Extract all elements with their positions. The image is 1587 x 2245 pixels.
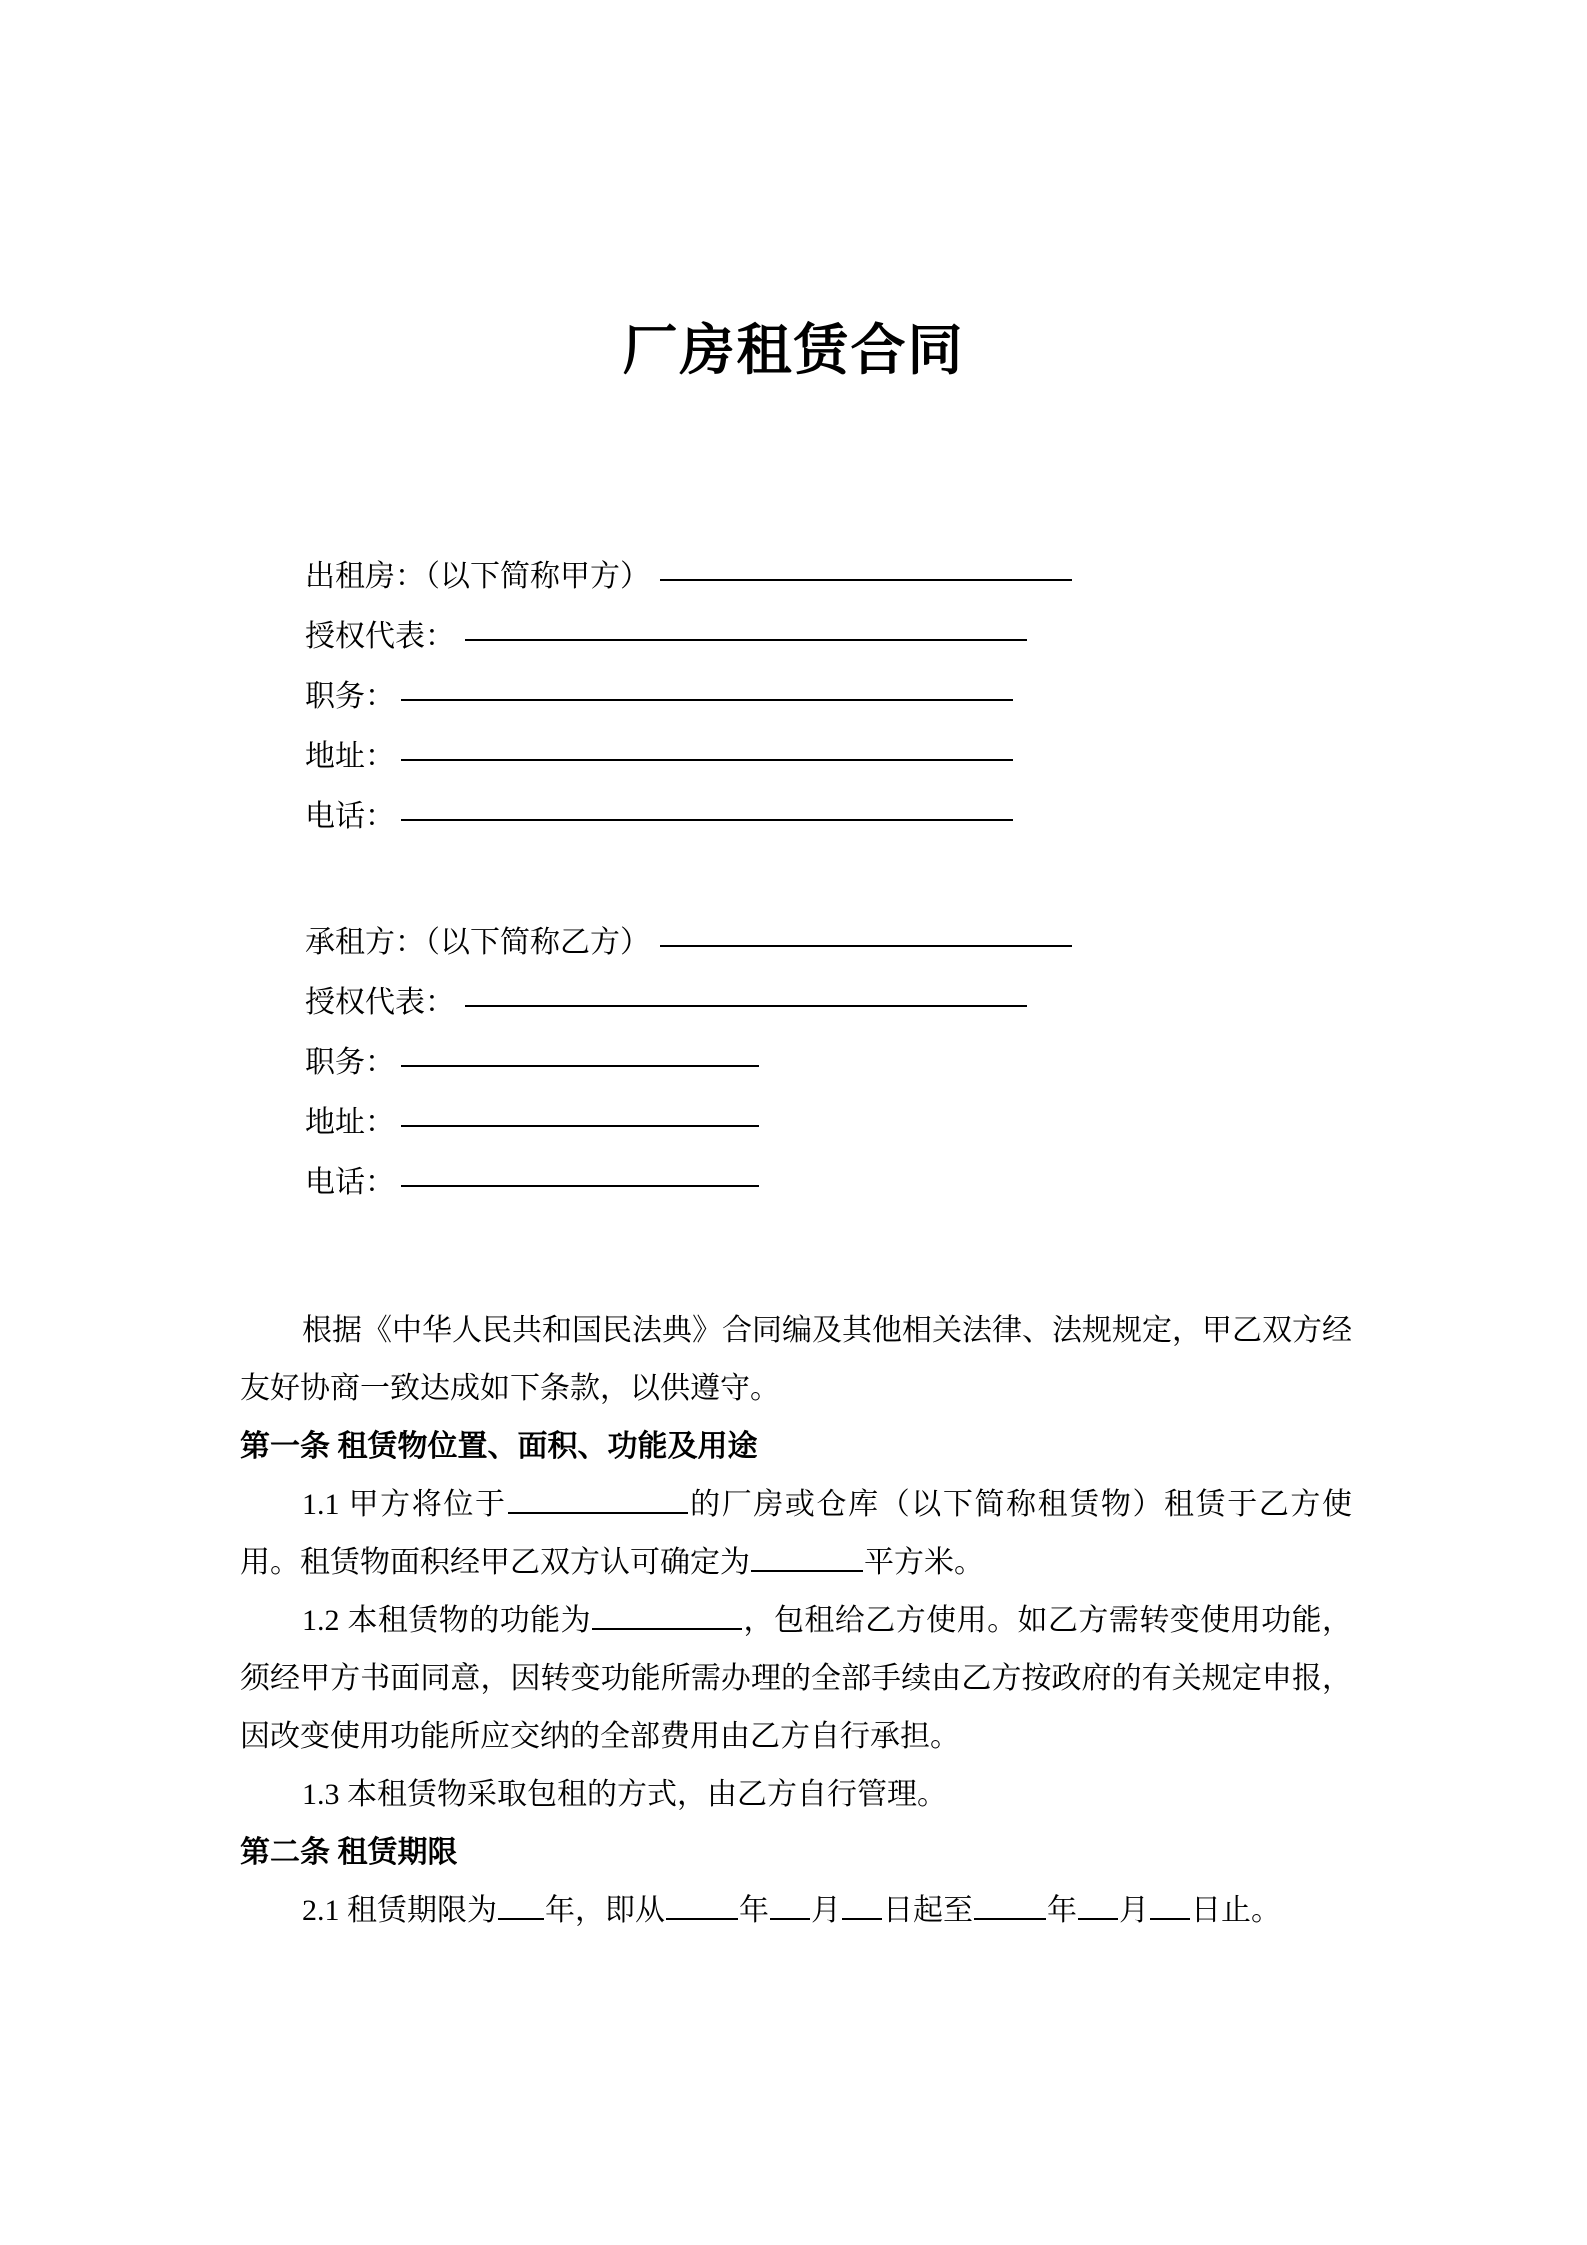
clause-paragraph xyxy=(240,1476,1352,1592)
lessor-address-row xyxy=(305,742,1072,802)
fill-in-blank[interactable] xyxy=(770,1888,810,1920)
clause-paragraph xyxy=(240,1766,1352,1824)
fill-in-blank[interactable] xyxy=(1150,1888,1190,1920)
clause-text: 平方米。 xyxy=(864,1546,984,1579)
lessee-phone-row xyxy=(305,1168,1072,1228)
clause-text: 日止。 xyxy=(1191,1894,1281,1927)
clause-text: 年，即从 xyxy=(545,1894,665,1927)
clause-text: 的厂房或仓库（以下简称租赁物）租赁于乙方使用。租赁物面积经甲乙双方认可确定为 xyxy=(240,1488,1353,1579)
lessee-company-row xyxy=(305,928,1072,988)
lessor-jobtitle-row xyxy=(305,682,1072,742)
lessee-jobtitle-row xyxy=(305,1048,1072,1108)
clause-text: 年 xyxy=(739,1894,769,1927)
lessor-representative-row xyxy=(305,622,1072,682)
lessee-company-field[interactable] xyxy=(660,944,1072,947)
fill-in-blank[interactable] xyxy=(498,1888,544,1920)
lessee-address-field[interactable] xyxy=(401,1124,759,1127)
fill-in-blank[interactable] xyxy=(842,1888,882,1920)
clause-text: 1.1 甲方将位于 xyxy=(302,1488,507,1521)
lessee-representative-row xyxy=(305,988,1072,1048)
clause-text: 月 xyxy=(811,1894,841,1927)
article-heading: 第二条 租赁期限 xyxy=(240,1836,458,1869)
lessor-company-label: 出租房：（以下简称甲方） xyxy=(305,560,650,593)
lessor-jobtitle-label: 职务： xyxy=(305,680,395,713)
clause-paragraph xyxy=(240,1882,1352,1940)
lessee-party-block xyxy=(305,928,1072,1228)
clause-text: 年 xyxy=(1047,1894,1077,1927)
fill-in-blank[interactable] xyxy=(1078,1888,1118,1920)
articles-container xyxy=(240,1418,1352,1940)
lessee-phone-label: 电话： xyxy=(305,1166,395,1199)
fill-in-blank[interactable] xyxy=(974,1888,1046,1920)
clause-text: 1.3 本租赁物采取包租的方式，由乙方自行管理。 xyxy=(302,1778,947,1811)
lessor-representative-field[interactable] xyxy=(465,638,1027,641)
clause-paragraph xyxy=(240,1592,1352,1766)
lessor-address-label: 地址： xyxy=(305,740,395,773)
lessor-party-block xyxy=(305,562,1072,862)
lessor-phone-row xyxy=(305,802,1072,862)
clause-text: 2.1 租赁期限为 xyxy=(302,1894,497,1927)
lessee-representative-field[interactable] xyxy=(465,1004,1027,1007)
lessor-company-field[interactable] xyxy=(660,578,1072,581)
lessor-representative-label: 授权代表： xyxy=(305,620,455,653)
fill-in-blank[interactable] xyxy=(508,1482,688,1514)
lessee-address-row xyxy=(305,1108,1072,1168)
fill-in-blank[interactable] xyxy=(751,1540,863,1572)
clause-text: 1.2 本租赁物的功能为 xyxy=(302,1604,592,1637)
fill-in-blank[interactable] xyxy=(592,1598,742,1630)
preamble-paragraph: 根据《中华人民共和国民法典》合同编及其他相关法律、法规规定，甲乙双方经友好协商一致达成如下条款，以供遵守。 xyxy=(240,1314,1352,1405)
lessee-phone-field[interactable] xyxy=(401,1184,759,1187)
lessee-jobtitle-field[interactable] xyxy=(401,1064,759,1067)
lessor-address-field[interactable] xyxy=(401,758,1013,761)
clause-text: ，包租给乙方使用。如乙方需转变使用功能，须经甲方书面同意，因转变功能所需办理的全部手续由乙方按政府的有关规定申报，因改变使用功能所应交纳的全部费用由乙方自行承担。 xyxy=(240,1604,1353,1753)
lessor-phone-label: 电话： xyxy=(305,800,395,833)
clause-text: 月 xyxy=(1119,1894,1149,1927)
lessee-representative-label: 授权代表： xyxy=(305,986,455,1019)
fill-in-blank[interactable] xyxy=(666,1888,738,1920)
article-heading: 第一条 租赁物位置、面积、功能及用途 xyxy=(240,1430,758,1463)
lessee-jobtitle-label: 职务： xyxy=(305,1046,395,1079)
lessee-address-label: 地址： xyxy=(305,1106,395,1139)
contract-body xyxy=(240,1302,1352,1940)
lessee-company-label: 承租方：（以下简称乙方） xyxy=(305,926,650,959)
lessor-company-row xyxy=(305,562,1072,622)
lessor-phone-field[interactable] xyxy=(401,818,1013,821)
page-title: 厂房租赁合同 xyxy=(622,320,965,381)
lessor-jobtitle-field[interactable] xyxy=(401,698,1013,701)
clause-text: 日起至 xyxy=(883,1894,973,1927)
